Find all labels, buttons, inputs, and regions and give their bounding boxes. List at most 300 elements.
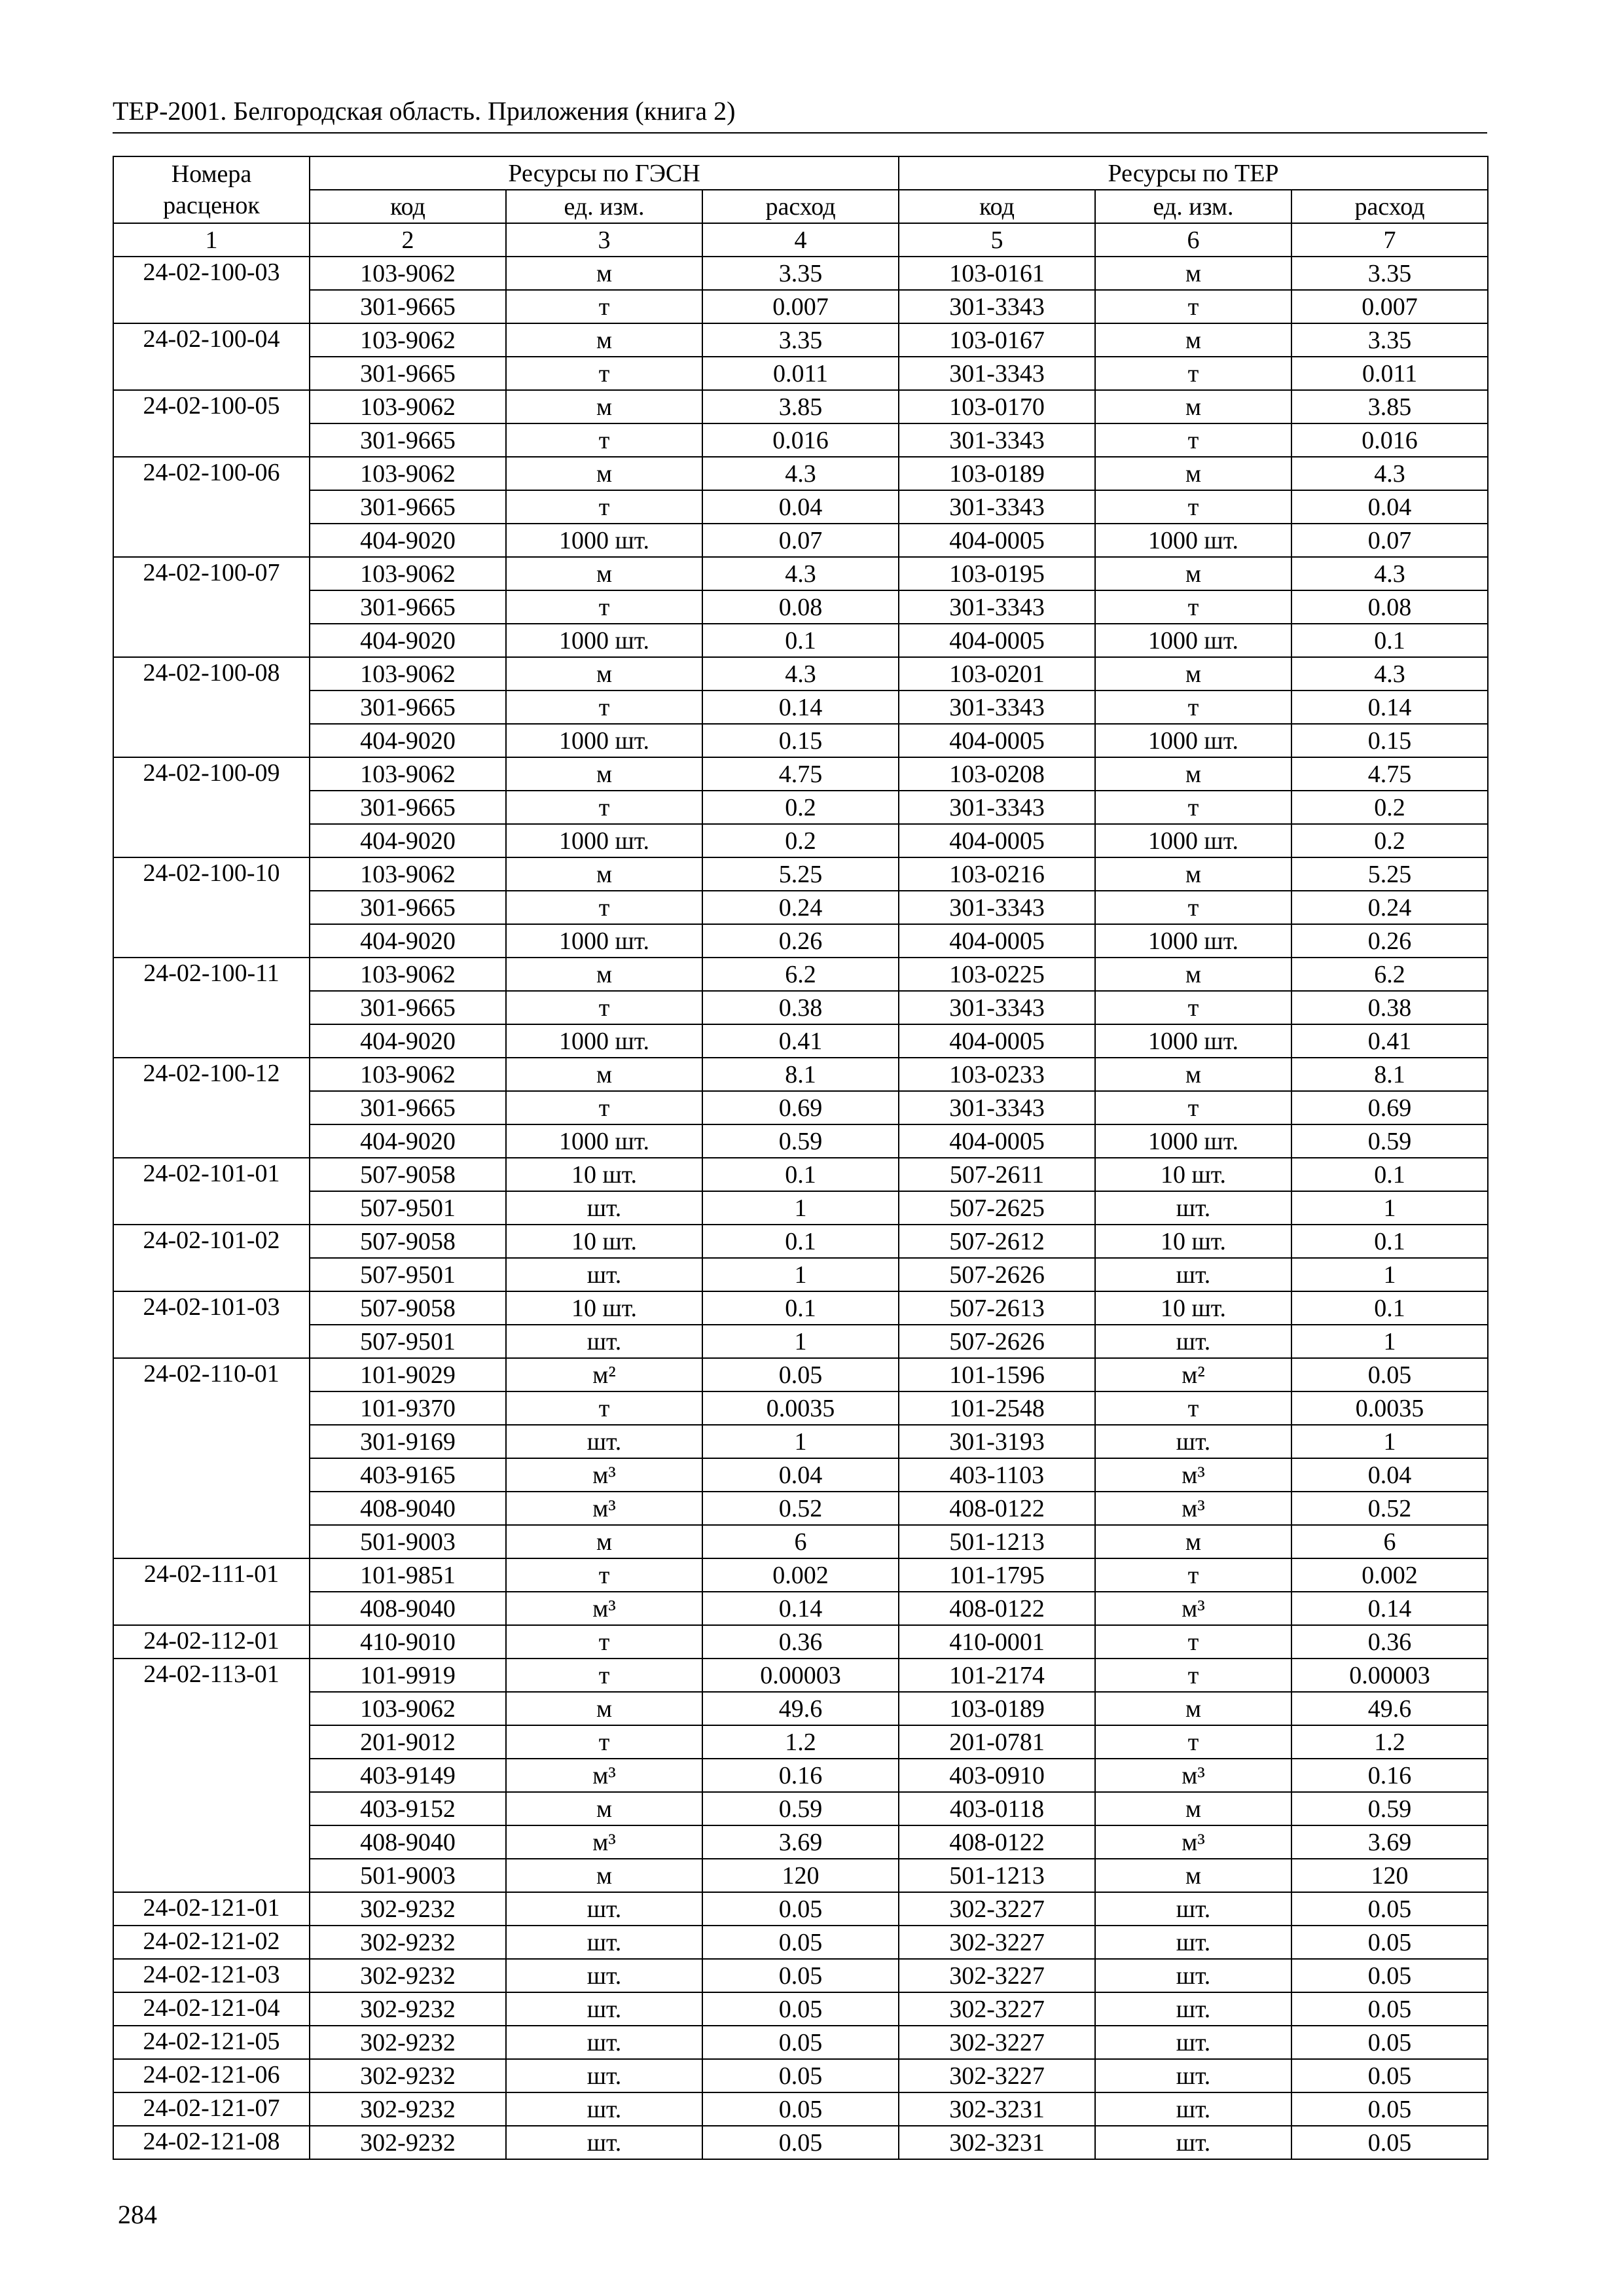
gesn-unit-cell: шт.	[506, 2092, 702, 2126]
ter-rate-cell: 1	[1291, 1191, 1488, 1225]
ter-code-cell: 408-0122	[899, 1592, 1095, 1625]
gesn-unit-cell: т	[506, 357, 702, 390]
gesn-rate-cell: 0.2	[702, 791, 899, 824]
ter-unit-cell: 10 шт.	[1095, 1225, 1291, 1258]
ter-code-cell: 507-2626	[899, 1258, 1095, 1291]
ter-code-cell: 301-3343	[899, 691, 1095, 724]
ter-rate-cell: 3.35	[1291, 257, 1488, 290]
ter-rate-cell: 0.0035	[1291, 1391, 1488, 1425]
rate-number-cell: 24-02-100-12	[113, 1058, 310, 1158]
gesn-code-cell: 103-9062	[310, 390, 506, 423]
ter-unit-cell: т	[1095, 357, 1291, 390]
ter-code-cell: 301-3343	[899, 590, 1095, 624]
ter-code-cell: 103-0225	[899, 958, 1095, 991]
gesn-code-cell: 404-9020	[310, 1124, 506, 1158]
column-number-1: 1	[113, 223, 310, 257]
ter-unit-cell: шт.	[1095, 1425, 1291, 1458]
ter-unit-cell: м³	[1095, 1592, 1291, 1625]
ter-rate-cell: 0.011	[1291, 357, 1488, 390]
ter-code-cell: 301-3343	[899, 290, 1095, 323]
table-row	[113, 257, 1488, 290]
gesn-unit-cell: м	[506, 557, 702, 590]
table-row	[113, 1825, 1488, 1859]
gesn-rate-cell: 0.1	[702, 624, 899, 657]
ter-code-cell: 103-0201	[899, 657, 1095, 691]
ter-rate-cell: 0.05	[1291, 1358, 1488, 1391]
gesn-unit-cell: м	[506, 757, 702, 791]
gesn-unit-cell: 10 шт.	[506, 1291, 702, 1325]
gesn-unit-cell: 10 шт.	[506, 1158, 702, 1191]
table-row	[113, 1659, 1488, 1692]
gesn-code-cell: 410-9010	[310, 1625, 506, 1659]
ter-code-cell: 507-2612	[899, 1225, 1095, 1258]
gesn-rate-cell: 0.007	[702, 290, 899, 323]
rate-number-cell: 24-02-100-05	[113, 390, 310, 457]
ter-unit-cell: т	[1095, 1391, 1291, 1425]
ter-unit-cell: т	[1095, 791, 1291, 824]
gesn-unit-cell: шт.	[506, 1992, 702, 2026]
ter-code-cell: 302-3227	[899, 1992, 1095, 2026]
gesn-unit-cell: м³	[506, 1492, 702, 1525]
ter-rate-cell: 1.2	[1291, 1725, 1488, 1759]
table-row	[113, 757, 1488, 791]
table-body	[113, 257, 1488, 2159]
ter-unit-cell: 1000 шт.	[1095, 724, 1291, 757]
gesn-rate-cell: 3.85	[702, 390, 899, 423]
ter-rate-cell: 0.69	[1291, 1091, 1488, 1124]
ter-unit-cell: шт.	[1095, 1892, 1291, 1926]
gesn-rate-cell: 3.35	[702, 257, 899, 290]
gesn-rate-cell: 6	[702, 1525, 899, 1558]
ter-code-cell: 103-0216	[899, 857, 1095, 891]
gesn-rate-cell: 0.05	[702, 2126, 899, 2159]
ter-rate-cell: 0.05	[1291, 1992, 1488, 2026]
ter-unit-cell: м	[1095, 257, 1291, 290]
column-number-7: 7	[1291, 223, 1488, 257]
gesn-rate-cell: 49.6	[702, 1692, 899, 1725]
ter-rate-cell: 0.1	[1291, 624, 1488, 657]
gesn-rate-cell: 1.2	[702, 1725, 899, 1759]
table-row	[113, 1258, 1488, 1291]
gesn-rate-cell: 0.26	[702, 924, 899, 958]
table-row	[113, 1124, 1488, 1158]
table-row	[113, 958, 1488, 991]
ter-code-cell: 501-1213	[899, 1859, 1095, 1892]
column-number-2: 2	[310, 223, 506, 257]
gesn-code-cell: 507-9501	[310, 1191, 506, 1225]
rate-number-cell: 24-02-121-02	[113, 1926, 310, 1959]
gesn-unit-cell: шт.	[506, 1425, 702, 1458]
table-row	[113, 1158, 1488, 1191]
ter-rate-cell: 0.41	[1291, 1024, 1488, 1058]
gesn-unit-header: ед. изм.	[506, 190, 702, 223]
ter-unit-cell: т	[1095, 1625, 1291, 1659]
gesn-code-cell: 301-9665	[310, 791, 506, 824]
table-row	[113, 1225, 1488, 1258]
gesn-rate-cell: 0.08	[702, 590, 899, 624]
gesn-code-cell: 301-9169	[310, 1425, 506, 1458]
ter-code-cell: 507-2626	[899, 1325, 1095, 1358]
ter-unit-cell: т	[1095, 490, 1291, 524]
gesn-unit-cell: т	[506, 290, 702, 323]
gesn-unit-cell: м	[506, 390, 702, 423]
gesn-code-cell: 302-9232	[310, 1959, 506, 1992]
gesn-unit-cell: т	[506, 423, 702, 457]
ter-rate-cell: 0.007	[1291, 290, 1488, 323]
gesn-rate-cell: 0.05	[702, 1959, 899, 1992]
gesn-code-cell: 507-9501	[310, 1258, 506, 1291]
table-row	[113, 423, 1488, 457]
ter-rate-cell: 0.24	[1291, 891, 1488, 924]
gesn-rate-cell: 0.59	[702, 1792, 899, 1825]
gesn-unit-cell: м	[506, 657, 702, 691]
gesn-unit-cell: шт.	[506, 1892, 702, 1926]
table-row	[113, 1558, 1488, 1592]
gesn-code-cell: 301-9665	[310, 590, 506, 624]
ter-code-cell: 301-3343	[899, 791, 1095, 824]
ter-unit-cell: шт.	[1095, 1959, 1291, 1992]
ter-code-cell: 501-1213	[899, 1525, 1095, 1558]
gesn-code-cell: 103-9062	[310, 958, 506, 991]
gesn-code-cell: 301-9665	[310, 891, 506, 924]
page-number: 284	[118, 2200, 157, 2229]
ter-rate-cell: 4.3	[1291, 657, 1488, 691]
ter-code-cell: 101-1596	[899, 1358, 1095, 1391]
gesn-unit-cell: м	[506, 257, 702, 290]
table-row	[113, 390, 1488, 423]
rate-number-cell: 24-02-121-03	[113, 1959, 310, 1992]
ter-unit-cell: т	[1095, 423, 1291, 457]
gesn-code-cell: 301-9665	[310, 1091, 506, 1124]
table-row	[113, 2126, 1488, 2159]
gesn-rate-cell: 4.75	[702, 757, 899, 791]
column-number-3: 3	[506, 223, 702, 257]
gesn-unit-cell: т	[506, 1091, 702, 1124]
ter-rate-cell: 0.1	[1291, 1291, 1488, 1325]
ter-unit-cell: шт.	[1095, 1325, 1291, 1358]
ter-rate-cell: 3.35	[1291, 323, 1488, 357]
gesn-unit-cell: шт.	[506, 2126, 702, 2159]
gesn-rate-cell: 4.3	[702, 457, 899, 490]
gesn-unit-cell: м	[506, 958, 702, 991]
gesn-code-cell: 403-9152	[310, 1792, 506, 1825]
gesn-unit-cell: т	[506, 1625, 702, 1659]
ter-rate-cell: 0.52	[1291, 1492, 1488, 1525]
ter-unit-cell: м	[1095, 323, 1291, 357]
gesn-code-cell: 201-9012	[310, 1725, 506, 1759]
gesn-code-cell: 302-9232	[310, 1892, 506, 1926]
ter-code-cell: 301-3193	[899, 1425, 1095, 1458]
table-row	[113, 524, 1488, 557]
ter-rate-cell: 0.38	[1291, 991, 1488, 1024]
table-row	[113, 2092, 1488, 2126]
rate-numbers-header-line2: расценок	[163, 192, 260, 219]
ter-unit-cell: м	[1095, 557, 1291, 590]
gesn-unit-cell: м	[506, 1792, 702, 1825]
gesn-unit-cell: т	[506, 691, 702, 724]
ter-code-cell: 301-3343	[899, 423, 1095, 457]
gesn-unit-cell: м	[506, 857, 702, 891]
ter-unit-cell: м	[1095, 1058, 1291, 1091]
gesn-code-cell: 101-9851	[310, 1558, 506, 1592]
gesn-unit-cell: 1000 шт.	[506, 1124, 702, 1158]
ter-rate-cell: 0.05	[1291, 2059, 1488, 2092]
ter-rate-cell: 0.08	[1291, 590, 1488, 624]
ter-rate-cell: 0.16	[1291, 1759, 1488, 1792]
ter-unit-cell: шт.	[1095, 2126, 1291, 2159]
column-number-6: 6	[1095, 223, 1291, 257]
ter-resources-header: Ресурсы по ТЕР	[899, 156, 1488, 190]
ter-rate-cell: 1	[1291, 1325, 1488, 1358]
gesn-rate-cell: 3.35	[702, 323, 899, 357]
ter-rate-cell: 0.05	[1291, 1926, 1488, 1959]
gesn-rate-cell: 4.3	[702, 557, 899, 590]
rate-number-cell: 24-02-100-06	[113, 457, 310, 557]
gesn-rate-cell: 0.04	[702, 490, 899, 524]
ter-unit-cell: м	[1095, 457, 1291, 490]
gesn-rate-cell: 0.38	[702, 991, 899, 1024]
gesn-rate-cell: 0.05	[702, 1926, 899, 1959]
ter-unit-cell: м	[1095, 1792, 1291, 1825]
gesn-unit-cell: т	[506, 590, 702, 624]
rate-number-cell: 24-02-100-11	[113, 958, 310, 1058]
gesn-rate-cell: 0.41	[702, 1024, 899, 1058]
ter-code-cell: 404-0005	[899, 724, 1095, 757]
gesn-unit-cell: м³	[506, 1825, 702, 1859]
gesn-code-cell: 103-9062	[310, 323, 506, 357]
gesn-code-cell: 101-9370	[310, 1391, 506, 1425]
table-row	[113, 490, 1488, 524]
gesn-rate-cell: 0.59	[702, 1124, 899, 1158]
gesn-rate-cell: 0.1	[702, 1291, 899, 1325]
rate-numbers-header	[113, 156, 310, 223]
ter-rate-cell: 0.1	[1291, 1225, 1488, 1258]
table-row	[113, 1091, 1488, 1124]
rate-number-cell: 24-02-100-04	[113, 323, 310, 390]
ter-code-cell: 103-0189	[899, 1692, 1095, 1725]
table-row	[113, 824, 1488, 857]
ter-rate-cell: 0.14	[1291, 1592, 1488, 1625]
gesn-unit-cell: м	[506, 1692, 702, 1725]
gesn-unit-cell: т	[506, 1391, 702, 1425]
gesn-unit-cell: 1000 шт.	[506, 924, 702, 958]
rate-number-cell: 24-02-121-08	[113, 2126, 310, 2159]
table-row	[113, 1792, 1488, 1825]
ter-rate-cell: 0.36	[1291, 1625, 1488, 1659]
document-header: ТЕР-2001. Белгородская область. Приложения (книга 2)	[113, 96, 736, 126]
gesn-rate-cell: 0.05	[702, 1892, 899, 1926]
gesn-code-cell: 403-9165	[310, 1458, 506, 1492]
ter-code-cell: 301-3343	[899, 490, 1095, 524]
rate-number-cell: 24-02-100-07	[113, 557, 310, 657]
gesn-rate-cell: 0.1	[702, 1225, 899, 1258]
ter-rate-cell: 0.05	[1291, 1959, 1488, 1992]
gesn-code-cell: 301-9665	[310, 290, 506, 323]
table-row	[113, 357, 1488, 390]
ter-code-cell: 404-0005	[899, 824, 1095, 857]
gesn-unit-cell: м	[506, 323, 702, 357]
ter-rate-cell: 0.07	[1291, 524, 1488, 557]
rate-numbers-header-line1: Номера	[171, 160, 252, 188]
ter-code-cell: 301-3343	[899, 1091, 1095, 1124]
ter-code-cell: 301-3343	[899, 991, 1095, 1024]
ter-rate-header: расход	[1291, 190, 1488, 223]
table-row	[113, 1391, 1488, 1425]
ter-rate-cell: 0.59	[1291, 1124, 1488, 1158]
gesn-unit-cell: м³	[506, 1759, 702, 1792]
ter-code-cell: 404-0005	[899, 524, 1095, 557]
gesn-rate-cell: 0.04	[702, 1458, 899, 1492]
table-row	[113, 924, 1488, 958]
ter-unit-cell: м³	[1095, 1458, 1291, 1492]
gesn-rate-cell: 0.011	[702, 357, 899, 390]
gesn-rate-cell: 0.05	[702, 2059, 899, 2092]
ter-rate-cell: 49.6	[1291, 1692, 1488, 1725]
gesn-code-cell: 408-9040	[310, 1825, 506, 1859]
gesn-unit-cell: шт.	[506, 2059, 702, 2092]
gesn-rate-cell: 0.2	[702, 824, 899, 857]
ter-code-cell: 301-3343	[899, 891, 1095, 924]
ter-rate-cell: 0.04	[1291, 490, 1488, 524]
gesn-rate-cell: 0.05	[702, 2092, 899, 2126]
ter-code-cell: 302-3227	[899, 1926, 1095, 1959]
gesn-code-cell: 404-9020	[310, 524, 506, 557]
rate-number-cell: 24-02-100-09	[113, 757, 310, 857]
ter-code-cell: 302-3231	[899, 2092, 1095, 2126]
rate-number-cell: 24-02-101-01	[113, 1158, 310, 1225]
table-row	[113, 1759, 1488, 1792]
ter-rate-cell: 0.05	[1291, 1892, 1488, 1926]
rate-number-cell: 24-02-110-01	[113, 1358, 310, 1558]
ter-rate-cell: 0.1	[1291, 1158, 1488, 1191]
ter-rate-cell: 0.59	[1291, 1792, 1488, 1825]
gesn-code-cell: 302-9232	[310, 2059, 506, 2092]
gesn-rate-cell: 0.14	[702, 691, 899, 724]
ter-code-cell: 103-0170	[899, 390, 1095, 423]
ter-code-cell: 507-2613	[899, 1291, 1095, 1325]
ter-rate-cell: 6	[1291, 1525, 1488, 1558]
ter-unit-cell: т	[1095, 1091, 1291, 1124]
gesn-code-cell: 404-9020	[310, 624, 506, 657]
gesn-unit-cell: шт.	[506, 1926, 702, 1959]
ter-code-cell: 101-2174	[899, 1659, 1095, 1692]
gesn-rate-cell: 1	[702, 1258, 899, 1291]
gesn-code-cell: 103-9062	[310, 1058, 506, 1091]
table-row	[113, 290, 1488, 323]
gesn-code-cell: 507-9058	[310, 1225, 506, 1258]
ter-code-cell: 404-0005	[899, 1024, 1095, 1058]
table-row	[113, 1859, 1488, 1892]
gesn-unit-cell: 1000 шт.	[506, 724, 702, 757]
table-row	[113, 1058, 1488, 1091]
gesn-code-cell: 301-9665	[310, 691, 506, 724]
ter-unit-cell: 1000 шт.	[1095, 1024, 1291, 1058]
ter-code-cell: 302-3227	[899, 1892, 1095, 1926]
rate-number-cell: 24-02-121-07	[113, 2092, 310, 2126]
ter-unit-header: ед. изм.	[1095, 190, 1291, 223]
table-row	[113, 323, 1488, 357]
ter-code-cell: 404-0005	[899, 1124, 1095, 1158]
gesn-code-cell: 301-9665	[310, 423, 506, 457]
gesn-code-cell: 404-9020	[310, 824, 506, 857]
gesn-unit-cell: т	[506, 891, 702, 924]
ter-unit-cell: шт.	[1095, 1258, 1291, 1291]
gesn-rate-cell: 0.05	[702, 1358, 899, 1391]
gesn-unit-cell: 1000 шт.	[506, 624, 702, 657]
gesn-rate-cell: 120	[702, 1859, 899, 1892]
gesn-code-cell: 103-9062	[310, 257, 506, 290]
ter-code-cell: 410-0001	[899, 1625, 1095, 1659]
ter-rate-cell: 0.26	[1291, 924, 1488, 958]
table-row	[113, 1325, 1488, 1358]
gesn-code-cell: 507-9058	[310, 1291, 506, 1325]
table-row	[113, 1992, 1488, 2026]
rate-number-cell: 24-02-111-01	[113, 1558, 310, 1625]
ter-unit-cell: 10 шт.	[1095, 1291, 1291, 1325]
header-rule	[113, 132, 1487, 134]
table-row	[113, 991, 1488, 1024]
gesn-rate-header: расход	[702, 190, 899, 223]
ter-code-cell: 403-1103	[899, 1458, 1095, 1492]
gesn-unit-cell: т	[506, 1558, 702, 1592]
gesn-code-cell: 101-9919	[310, 1659, 506, 1692]
table-row	[113, 1024, 1488, 1058]
ter-rate-cell: 4.75	[1291, 757, 1488, 791]
gesn-unit-cell: т	[506, 490, 702, 524]
ter-rate-cell: 6.2	[1291, 958, 1488, 991]
rate-number-cell: 24-02-121-01	[113, 1892, 310, 1926]
table-row	[113, 1692, 1488, 1725]
gesn-rate-cell: 3.69	[702, 1825, 899, 1859]
ter-rate-cell: 0.2	[1291, 824, 1488, 857]
table-row	[113, 1725, 1488, 1759]
rate-number-cell: 24-02-121-06	[113, 2059, 310, 2092]
gesn-rate-cell: 0.16	[702, 1759, 899, 1792]
gesn-rate-cell: 0.016	[702, 423, 899, 457]
ter-code-cell: 201-0781	[899, 1725, 1095, 1759]
ter-rate-cell: 3.85	[1291, 390, 1488, 423]
gesn-code-header: код	[310, 190, 506, 223]
ter-code-cell: 302-3227	[899, 2026, 1095, 2059]
ter-unit-cell: шт.	[1095, 2059, 1291, 2092]
gesn-unit-cell: м	[506, 1058, 702, 1091]
gesn-rate-cell: 0.05	[702, 1992, 899, 2026]
ter-rate-cell: 4.3	[1291, 557, 1488, 590]
gesn-unit-cell: 10 шт.	[506, 1225, 702, 1258]
gesn-unit-cell: т	[506, 991, 702, 1024]
ter-unit-cell: м³	[1095, 1492, 1291, 1525]
ter-unit-cell: м²	[1095, 1358, 1291, 1391]
gesn-rate-cell: 0.52	[702, 1492, 899, 1525]
table-row	[113, 1492, 1488, 1525]
column-number-5: 5	[899, 223, 1095, 257]
gesn-code-cell: 408-9040	[310, 1492, 506, 1525]
ter-unit-cell: м³	[1095, 1759, 1291, 1792]
rate-number-cell: 24-02-121-04	[113, 1992, 310, 2026]
gesn-unit-cell: 1000 шт.	[506, 524, 702, 557]
gesn-code-cell: 301-9665	[310, 991, 506, 1024]
gesn-unit-cell: шт.	[506, 1325, 702, 1358]
gesn-unit-cell: 1000 шт.	[506, 1024, 702, 1058]
gesn-code-cell: 301-9665	[310, 357, 506, 390]
ter-rate-cell: 4.3	[1291, 457, 1488, 490]
rate-number-cell: 24-02-100-08	[113, 657, 310, 757]
ter-code-cell: 103-0195	[899, 557, 1095, 590]
table-row	[113, 724, 1488, 757]
rate-number-cell: 24-02-121-05	[113, 2026, 310, 2059]
gesn-resources-header: Ресурсы по ГЭСН	[310, 156, 899, 190]
table-row	[113, 657, 1488, 691]
